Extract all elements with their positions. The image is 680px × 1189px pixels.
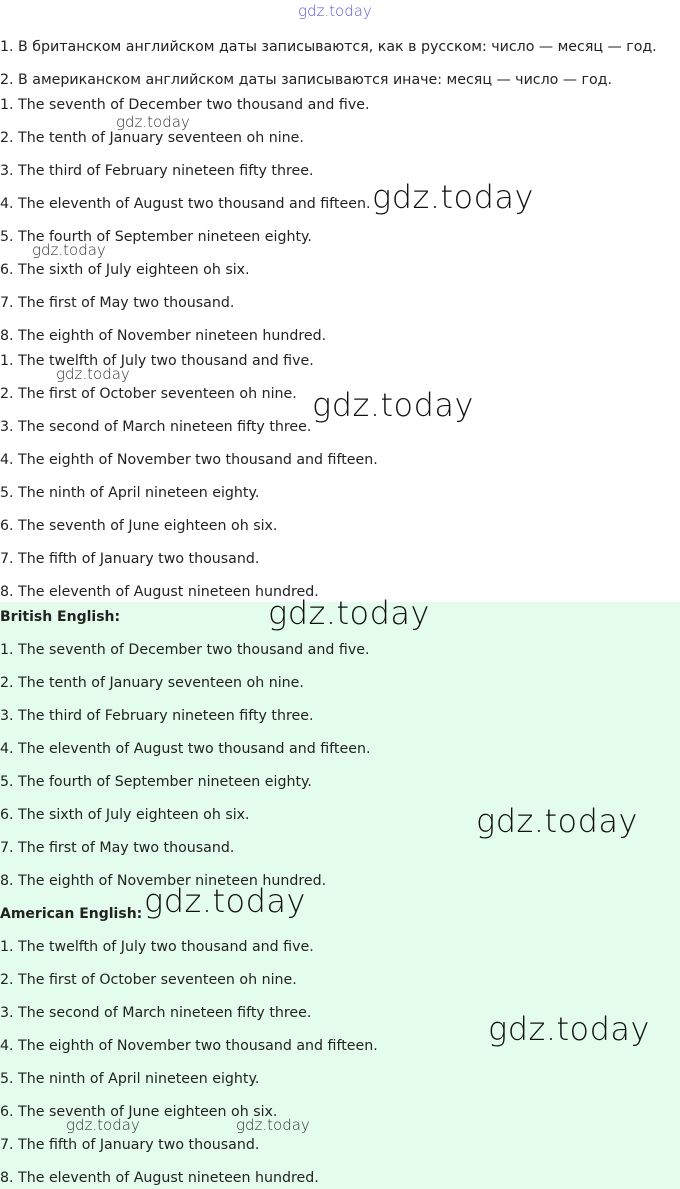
list-item: 4. The eleventh of August two thousand and fifteen.	[0, 741, 371, 757]
watermark: gdz.today	[144, 882, 306, 920]
list-item: 5. The fourth of September nineteen eighty.	[0, 774, 312, 790]
watermark: gdz.today	[56, 365, 130, 383]
list-item: 2. The first of October seventeen oh nine.	[0, 386, 297, 402]
list-item: 1. The twelfth of July two thousand and five.	[0, 353, 314, 369]
list-item: 8. The eleventh of August nineteen hundred.	[0, 1170, 319, 1186]
list-item: 3. The second of March nineteen fifty three.	[0, 1005, 312, 1021]
watermark: gdz.today	[372, 178, 534, 216]
list-item: 8. The eighth of November nineteen hundred.	[0, 873, 327, 889]
list-item: 4. The eleventh of August two thousand and fifteen.	[0, 196, 371, 212]
list-item: 2. The tenth of January seventeen oh nine.	[0, 130, 304, 146]
list-item: 3. The third of February nineteen fifty three.	[0, 163, 314, 179]
watermark: gdz.today	[476, 802, 638, 840]
list-item: 8. The eleventh of August nineteen hundred.	[0, 584, 319, 600]
list-item: 7. The first of May two thousand.	[0, 840, 235, 856]
watermark: gdz.today	[116, 113, 190, 131]
list-item: 5. The ninth of April nineteen eighty.	[0, 1071, 260, 1087]
intro-line: 1. В британском английском даты записываются, как в русском: число — месяц — год.	[0, 39, 657, 55]
watermark: gdz.today	[268, 594, 430, 632]
american-heading: American English:	[0, 906, 143, 922]
list-item: 1. The twelfth of July two thousand and five.	[0, 939, 314, 955]
list-item: 2. The tenth of January seventeen oh nine.	[0, 675, 304, 691]
list-item: 2. The first of October seventeen oh nine.	[0, 972, 297, 988]
list-item: 4. The eighth of November two thousand and fifteen.	[0, 452, 378, 468]
list-item: 6. The seventh of June eighteen oh six.	[0, 1104, 278, 1120]
british-heading: British English:	[0, 609, 121, 625]
list-item: 8. The eighth of November nineteen hundred.	[0, 328, 327, 344]
watermark: gdz.today	[312, 386, 474, 424]
list-item: 6. The sixth of July eighteen oh six.	[0, 807, 250, 823]
list-item: 7. The first of May two thousand.	[0, 295, 235, 311]
watermark: gdz.today	[236, 1116, 310, 1134]
list-item: 3. The second of March nineteen fifty three.	[0, 419, 312, 435]
list-item: 5. The ninth of April nineteen eighty.	[0, 485, 260, 501]
list-item: 7. The fifth of January two thousand.	[0, 551, 260, 567]
watermark: gdz.today	[32, 241, 106, 259]
list-item: 1. The seventh of December two thousand and five.	[0, 642, 370, 658]
list-item: 3. The third of February nineteen fifty three.	[0, 708, 314, 724]
list-item: 4. The eighth of November two thousand and fifteen.	[0, 1038, 378, 1054]
watermark: gdz.today	[66, 1116, 140, 1134]
list-item: 5. The fourth of September nineteen eighty.	[0, 229, 312, 245]
list-item: 1. The seventh of December two thousand and five.	[0, 97, 370, 113]
list-item: 6. The seventh of June eighteen oh six.	[0, 518, 278, 534]
list-item: 6. The sixth of July eighteen oh six.	[0, 262, 250, 278]
watermark: gdz.today	[298, 2, 372, 20]
intro-line: 2. В американском английском даты записываются иначе: месяц — число — год.	[0, 72, 612, 88]
list-item: 7. The fifth of January two thousand.	[0, 1137, 260, 1153]
watermark: gdz.today	[488, 1010, 650, 1048]
